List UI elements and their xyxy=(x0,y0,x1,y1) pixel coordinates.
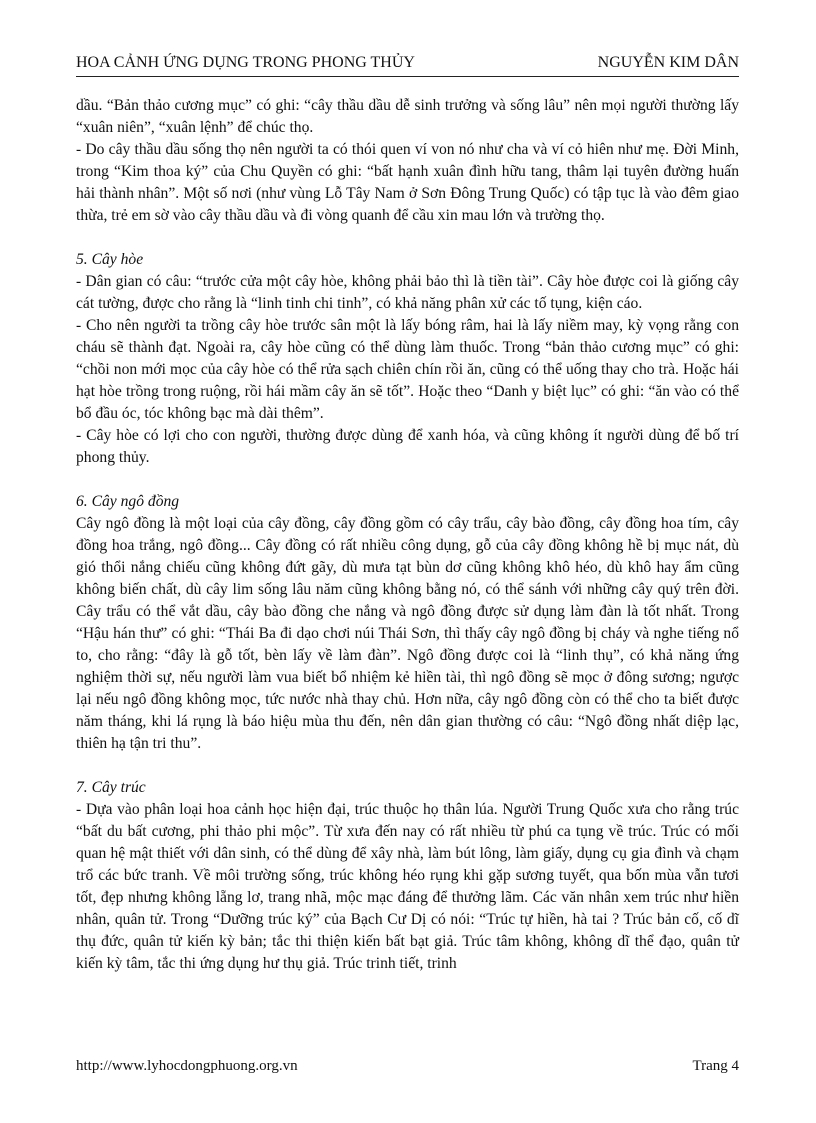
paragraph: - Dựa vào phân loại hoa cảnh học hiện đại, trúc thuộc họ thân lúa. Người Trung Quốc xưa cho rằng trúc “bất du bất cương, phi thảo phi mộc”. Từ xưa đến nay có rất nhiều từ phú ca tụng về trúc. Trúc có mối quan hệ mật thiết với dân sinh, có thể dùng để xây nhà, làm bút lông, làm giấy, dụng cụ gia đình và chạm trổ các bức tranh. Về môi trường sống, trúc không héo rụng khi gặp sương tuyết, qua bốn mùa vẫn tươi tốt, đẹp nhưng không lẵng lơ, trang nhã, mộc mạc đáng để thưởng lãm. Các văn nhân xem trúc như hiền nhân, quân tử. Trong “Dưỡng trúc ký” của Bạch Cư Dị có nói: “Trúc tự hiền, hà tai ? Trúc bản cố, cố dĩ thụ đức, quân tử kiến kỳ bản; tắc thi thiện kiến bất bạt giả. Trúc tâm không, không dĩ thể đạo, quân tử kiến kỳ tâm, tắc thi ứng dụng hư thụ giả. Trúc trinh tiết, trinh xyxy=(76,801,739,972)
paragraph: - Cho nên người ta trồng cây hòe trước sân một là lấy bóng râm, hai là lấy niềm may, kỳ vọng rằng con cháu sẽ thành đạt. Ngoài ra, cây hòe cũng có thể dùng làm thuốc. Trong “bản thảo cương mục” có ghi: “chồi non mới mọc của cây hòe có thể rửa sạch chiên chín rồi ăn, cũng có thể uống thay cho trà. Hoặc hái hạt hòe trồng trong ruộng, rồi hái mầm cây ăn sẽ tốt”. Hoặc theo “Danh y biệt lục” có ghi: “ăn vào có thể bổ đầu óc, tóc không bạc mà dài thêm”. xyxy=(76,317,739,422)
header-title: HOA CẢNH ỨNG DỤNG TRONG PHONG THỦY xyxy=(76,54,415,71)
section-title-6: 6. Cây ngô đồng xyxy=(76,493,180,510)
paragraph: - Dân gian có câu: “trước cửa một cây hòe, không phải bảo thì là tiền tài”. Cây hòe được coi là giống cây cát tường, được cho rằng là “linh tinh chi tinh”, có khả năng phân xử các tố tụng, kiện cáo. xyxy=(76,273,739,312)
section-title-5: 5. Cây hòe xyxy=(76,251,144,268)
section-title-7: 7. Cây trúc xyxy=(76,779,146,796)
paragraph: dầu. “Bản thảo cương mục” có ghi: “cây thầu dầu dễ sinh trưởng và sống lâu” nên mọi người thường lấy “xuân niên”, “xuân lệnh” để chúc thọ. xyxy=(76,97,739,136)
document-body xyxy=(76,95,739,975)
page-header xyxy=(76,52,739,77)
footer-url: http://www.lyhocdongphuong.org.vn xyxy=(76,1058,298,1074)
paragraph: - Do cây thầu dầu sống thọ nên người ta có thói quen ví von nó như cha và ví cỏ hiên như mẹ. Đời Minh, trong “Kim thoa ký” của Chu Quyền có ghi: “bất hạnh xuân đình hữu tang, thâm lại tuyên đường huấn hải thành nhân”. Một số nơi (như vùng Lỗ Tây Nam ở Sơn Đông Trung Quốc) có tập tục là vào đêm giao thừa, trẻ em sờ vào cây thầu dầu và đi vòng quanh để cầu xin mau lớn và trường thọ. xyxy=(76,141,739,224)
header-author: NGUYỄN KIM DÂN xyxy=(597,54,739,71)
page-number: Trang 4 xyxy=(692,1058,739,1074)
paragraph: Cây ngô đồng là một loại của cây đồng, cây đồng gồm có cây trẩu, cây bào đồng, cây đồng hoa tím, cây đồng hoa trắng, ngô đồng... Cây đồng có rất nhiều công dụng, gỗ của cây đồng không hề bị mục nát, dù gió thổi nắng chiếu cũng không đứt gãy, dù mưa tạt bùn dơ cũng không khô héo, dù khô hay ẩm cũng không biến chất, dù cây lim sống lâu năm cũng không bằng nó, có thể sánh với những cây quý trên đời. Cây trẩu có thể vắt dầu, cây bào đồng che nắng và ngô đồng được sử dụng làm đàn là tốt nhất. Trong “Hậu hán thư” có ghi: “Thái Ba đi dạo chơi núi Thái Sơn, thì thấy cây ngô đồng bị cháy và nghe tiếng nổ to, cho rằng: “đây là gỗ tốt, bèn lấy về làm đàn”. Ngô đồng được coi là “linh thụ”, có khả năng ứng nghiệm thời sự, nếu người làm vua biết bổ nhiệm kẻ hiền tài, thì ngô đồng sẽ mọc ở đông sương; ngược lại nếu ngô đồng không mọc, tức nước nhà thay chủ. Hơn nữa, cây ngô đồng còn có thể cho ta biết được năm tháng, khi lá rụng là báo hiệu mùa thu đến, nên dân gian thường có câu: “Ngô đồng nhất diệp lạc, thiên hạ tận tri thu”. xyxy=(76,515,739,752)
paragraph: - Cây hòe có lợi cho con người, thường được dùng để xanh hóa, và cũng không ít người dùng để bố trí phong thủy. xyxy=(76,427,739,466)
